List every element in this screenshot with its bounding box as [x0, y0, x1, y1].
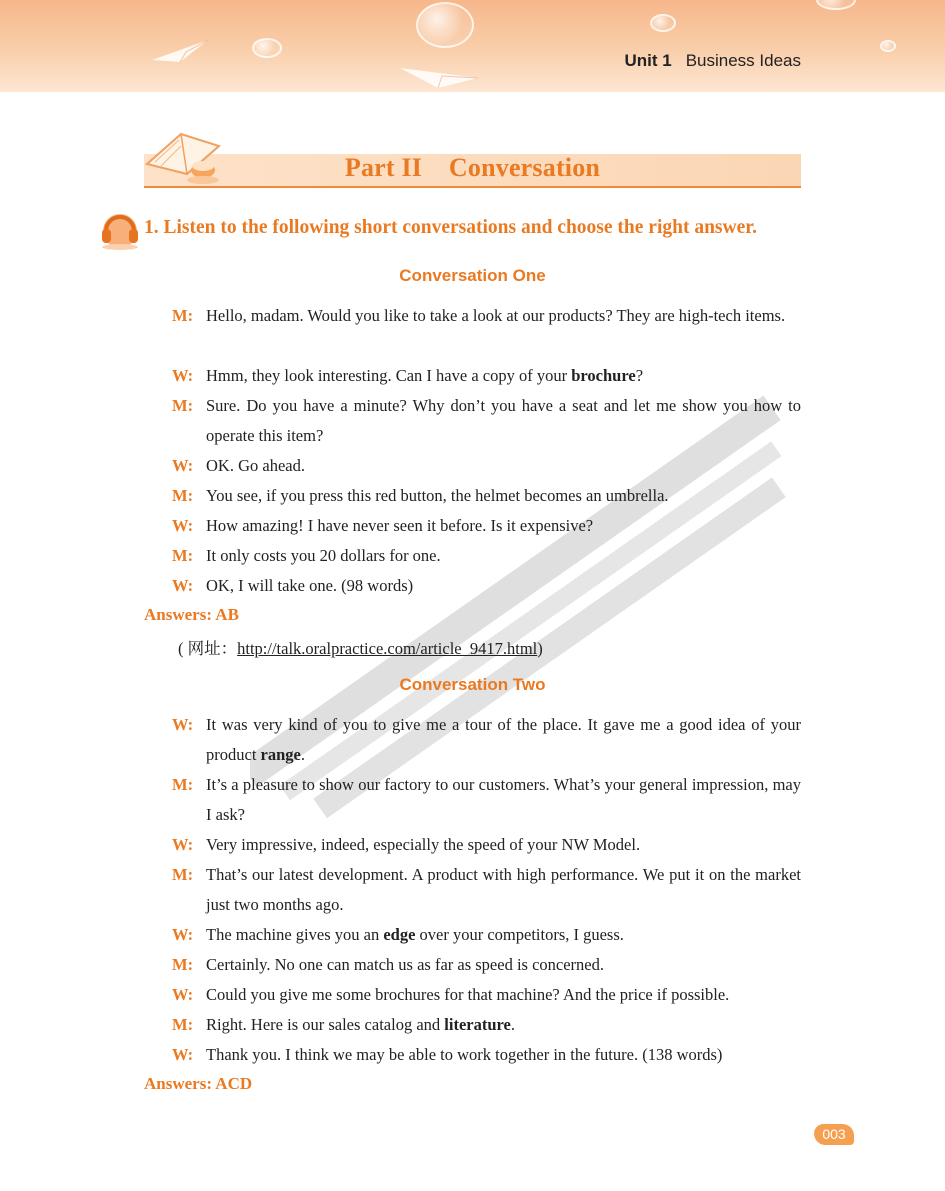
speaker-label: M:	[172, 486, 194, 505]
answers-conversation-one: Answers: AB	[144, 605, 239, 624]
speaker-label: M:	[172, 306, 194, 325]
source-link[interactable]: http://talk.oralpractice.com/article_9417.html	[237, 639, 538, 658]
unit-title: Business Ideas	[685, 51, 801, 70]
section-heading: 1. Listen to the following short conversations and choose the right answer.	[144, 217, 757, 238]
utterance: The machine gives you an edge over your competitors, I guess.	[206, 925, 624, 944]
utterance: Could you give me some brochures for that machine? And the price if possible.	[206, 985, 730, 1004]
bubble-icon	[816, 0, 856, 10]
dialog-line	[172, 541, 801, 571]
dialog-line	[172, 391, 801, 451]
utterance: Hmm, they look interesting. Can I have a copy of your brochure?	[206, 366, 644, 385]
dialog-line	[172, 1040, 801, 1070]
dialog-line	[172, 770, 801, 830]
dialog-line	[172, 950, 801, 980]
dialog-line	[172, 451, 801, 481]
dialog-line	[172, 1010, 801, 1040]
bubble-icon	[650, 14, 676, 32]
speaker-label: W:	[172, 985, 194, 1004]
dialog-line	[172, 860, 801, 920]
speaker-label: W:	[172, 715, 194, 734]
utterance: Very impressive, indeed, especially the speed of your NW Model.	[206, 835, 641, 854]
url-prefix: ( 网址：	[178, 639, 238, 658]
vocab-term: brochure	[571, 366, 636, 385]
source-url-line	[178, 635, 543, 659]
speaker-label: W:	[172, 835, 194, 854]
speaker-label: W:	[172, 576, 194, 595]
dialog-line	[172, 710, 801, 770]
header-band	[0, 0, 945, 92]
dialog-line	[172, 571, 801, 601]
vocab-term: literature	[444, 1015, 511, 1034]
dialog-line	[172, 511, 801, 541]
utterance: How amazing! I have never seen it before. Is it expensive?	[206, 516, 594, 535]
paper-plane-icon	[150, 38, 210, 64]
bubble-icon	[252, 38, 282, 58]
utterance: Sure. Do you have a minute? Why don’t you have a seat and let me show you how to operate this item?	[206, 396, 801, 445]
speaker-label: M:	[172, 775, 194, 794]
conversation-two-title: Conversation Two	[399, 675, 546, 694]
speaker-label: M:	[172, 865, 194, 884]
dialog-line	[172, 301, 801, 331]
vocab-term: edge	[383, 925, 416, 944]
headphones-icon	[98, 207, 142, 251]
speaker-label: M:	[172, 955, 194, 974]
speaker-label: M:	[172, 546, 194, 565]
paper-plane-icon	[398, 60, 480, 90]
dialog-line	[172, 361, 801, 391]
vocab-term: range	[260, 745, 301, 764]
conversation-one-title: Conversation One	[399, 266, 546, 285]
utterance: It only costs you 20 dollars for one.	[206, 546, 441, 565]
utterance: Right. Here is our sales catalog and literature.	[206, 1015, 515, 1034]
utterance: It’s a pleasure to show our factory to our customers. What’s your general impression, may I ask?	[206, 775, 801, 824]
speaker-label: W:	[172, 925, 194, 944]
unit-label: Unit 1	[624, 51, 672, 70]
part-title: Part II Conversation	[344, 153, 601, 182]
speaker-label: W:	[172, 1045, 194, 1064]
utterance: You see, if you press this red button, the helmet becomes an umbrella.	[206, 486, 669, 505]
speaker-label: W:	[172, 456, 194, 475]
speaker-label: M:	[172, 1015, 194, 1034]
utterance: OK. Go ahead.	[206, 456, 305, 475]
utterance: That’s our latest development. A product with high performance. We put it on the market just two months ago.	[206, 865, 801, 914]
utterance: It was very kind of you to give me a tour of the place. It gave me a good idea of your product range.	[206, 715, 801, 764]
dialog-line	[172, 830, 801, 860]
dialog-line	[172, 920, 801, 950]
page-number: 003	[814, 1124, 854, 1145]
utterance: OK, I will take one. (98 words)	[206, 576, 414, 595]
running-head	[624, 51, 801, 71]
utterance: Certainly. No one can match us as far as speed is concerned.	[206, 955, 604, 974]
speaker-label: W:	[172, 516, 194, 535]
utterance: Hello, madam. Would you like to take a look at our products? They are high-tech items.	[206, 306, 786, 325]
speaker-label: W:	[172, 366, 194, 385]
utterance: Thank you. I think we may be able to work together in the future. (138 words)	[206, 1045, 723, 1064]
dialog-line	[172, 980, 801, 1010]
url-suffix: )	[537, 639, 543, 658]
bubble-icon	[416, 2, 474, 48]
dialog-line	[172, 481, 801, 511]
bubble-icon	[880, 40, 896, 52]
speaker-label: M:	[172, 396, 194, 415]
answers-conversation-two: Answers: ACD	[144, 1074, 253, 1093]
